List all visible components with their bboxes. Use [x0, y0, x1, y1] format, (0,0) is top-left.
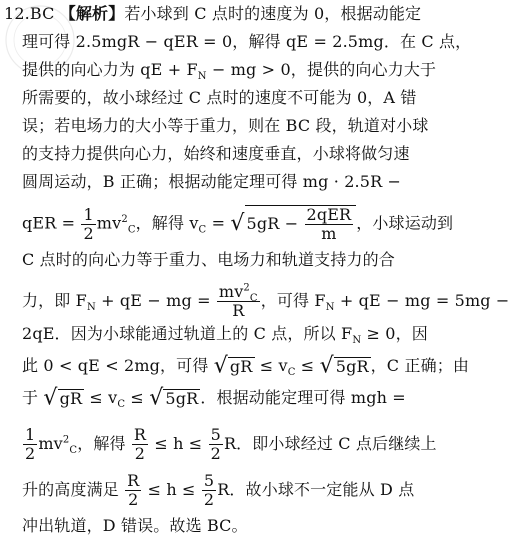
line-14: $\frac{1}{2}$ $mv^2_C$，解得 $\frac{R}{2}$ ≤ h ≤ $\frac{5}{2}$ R．即小球经过 C 点后继续上: [25, 425, 437, 463]
sqrt-expression: √ 5gR − $\frac{\text{2qER}}{m}$: [230, 205, 356, 243]
line-10: 力，即 $F_N$ + qE − mg = $\frac{mv^2_C}{R}$ ，可得 $F_N$ + qE − mg = 5mg −: [22, 282, 509, 320]
analysis-tag: 【解析】: [59, 4, 125, 23]
line-2: 理可得 2.5mgR − qER = 0，解得 qE = 2.5mg．在 C 点，: [22, 32, 472, 51]
line-6: 的支持力提供向心力，始终和速度垂直，小球将做匀速: [22, 144, 410, 163]
line-3: 提供的向心力为 qE + $F_N$ − mg > 0，提供的向心力大于: [22, 60, 437, 83]
line-9: C 点时的向心力等于重力、电场力和轨道支持力的合: [22, 250, 395, 269]
question-number: 12.BC: [4, 4, 55, 23]
line-15: 升的高度满足 $\frac{R}{2}$ ≤ h ≤ $\frac{5}{2}$ R．故小球不一定能从 D 点: [22, 471, 415, 509]
line-4: 所需要的，故小球经过 C 点时的速度不可能为 0，A 错: [22, 88, 417, 107]
line-7: 圆周运动，B 正确；根据动能定理可得 mg · 2.5R −: [22, 172, 402, 191]
line-8: qER = $\frac{1}{2}$ $mv^2_C$，解得 $v_C$ = √ 5gR − $\frac{\text{2qER}}{m}$ ，小球运动到: [22, 204, 454, 243]
line-13: 于 √ gR ≤ $v_C$ ≤ √ 5gR ．根据动能定理可得 mgh =: [22, 385, 406, 411]
line-11: 2qE．因为小球能通过轨道上的 C 点，所以 $F_N \ge 0$，因: [22, 324, 428, 347]
line-1: 12.BC 【解析】若小球到 C 点时的速度为 0，根据动能定: [4, 4, 422, 23]
line-5: 误；若电场力的大小等于重力，则在 BC 段，轨道对小球: [22, 116, 429, 135]
line-16: 冲出轨道，D 错误。故选 BC。: [22, 516, 248, 535]
fraction-half: $\frac{1}{2}$: [83, 204, 94, 243]
line-12: 此 0 < qE < 2mg，可得 √ gR ≤ $v_C$ ≤ √ 5gR ，C 正确；由: [22, 353, 470, 379]
